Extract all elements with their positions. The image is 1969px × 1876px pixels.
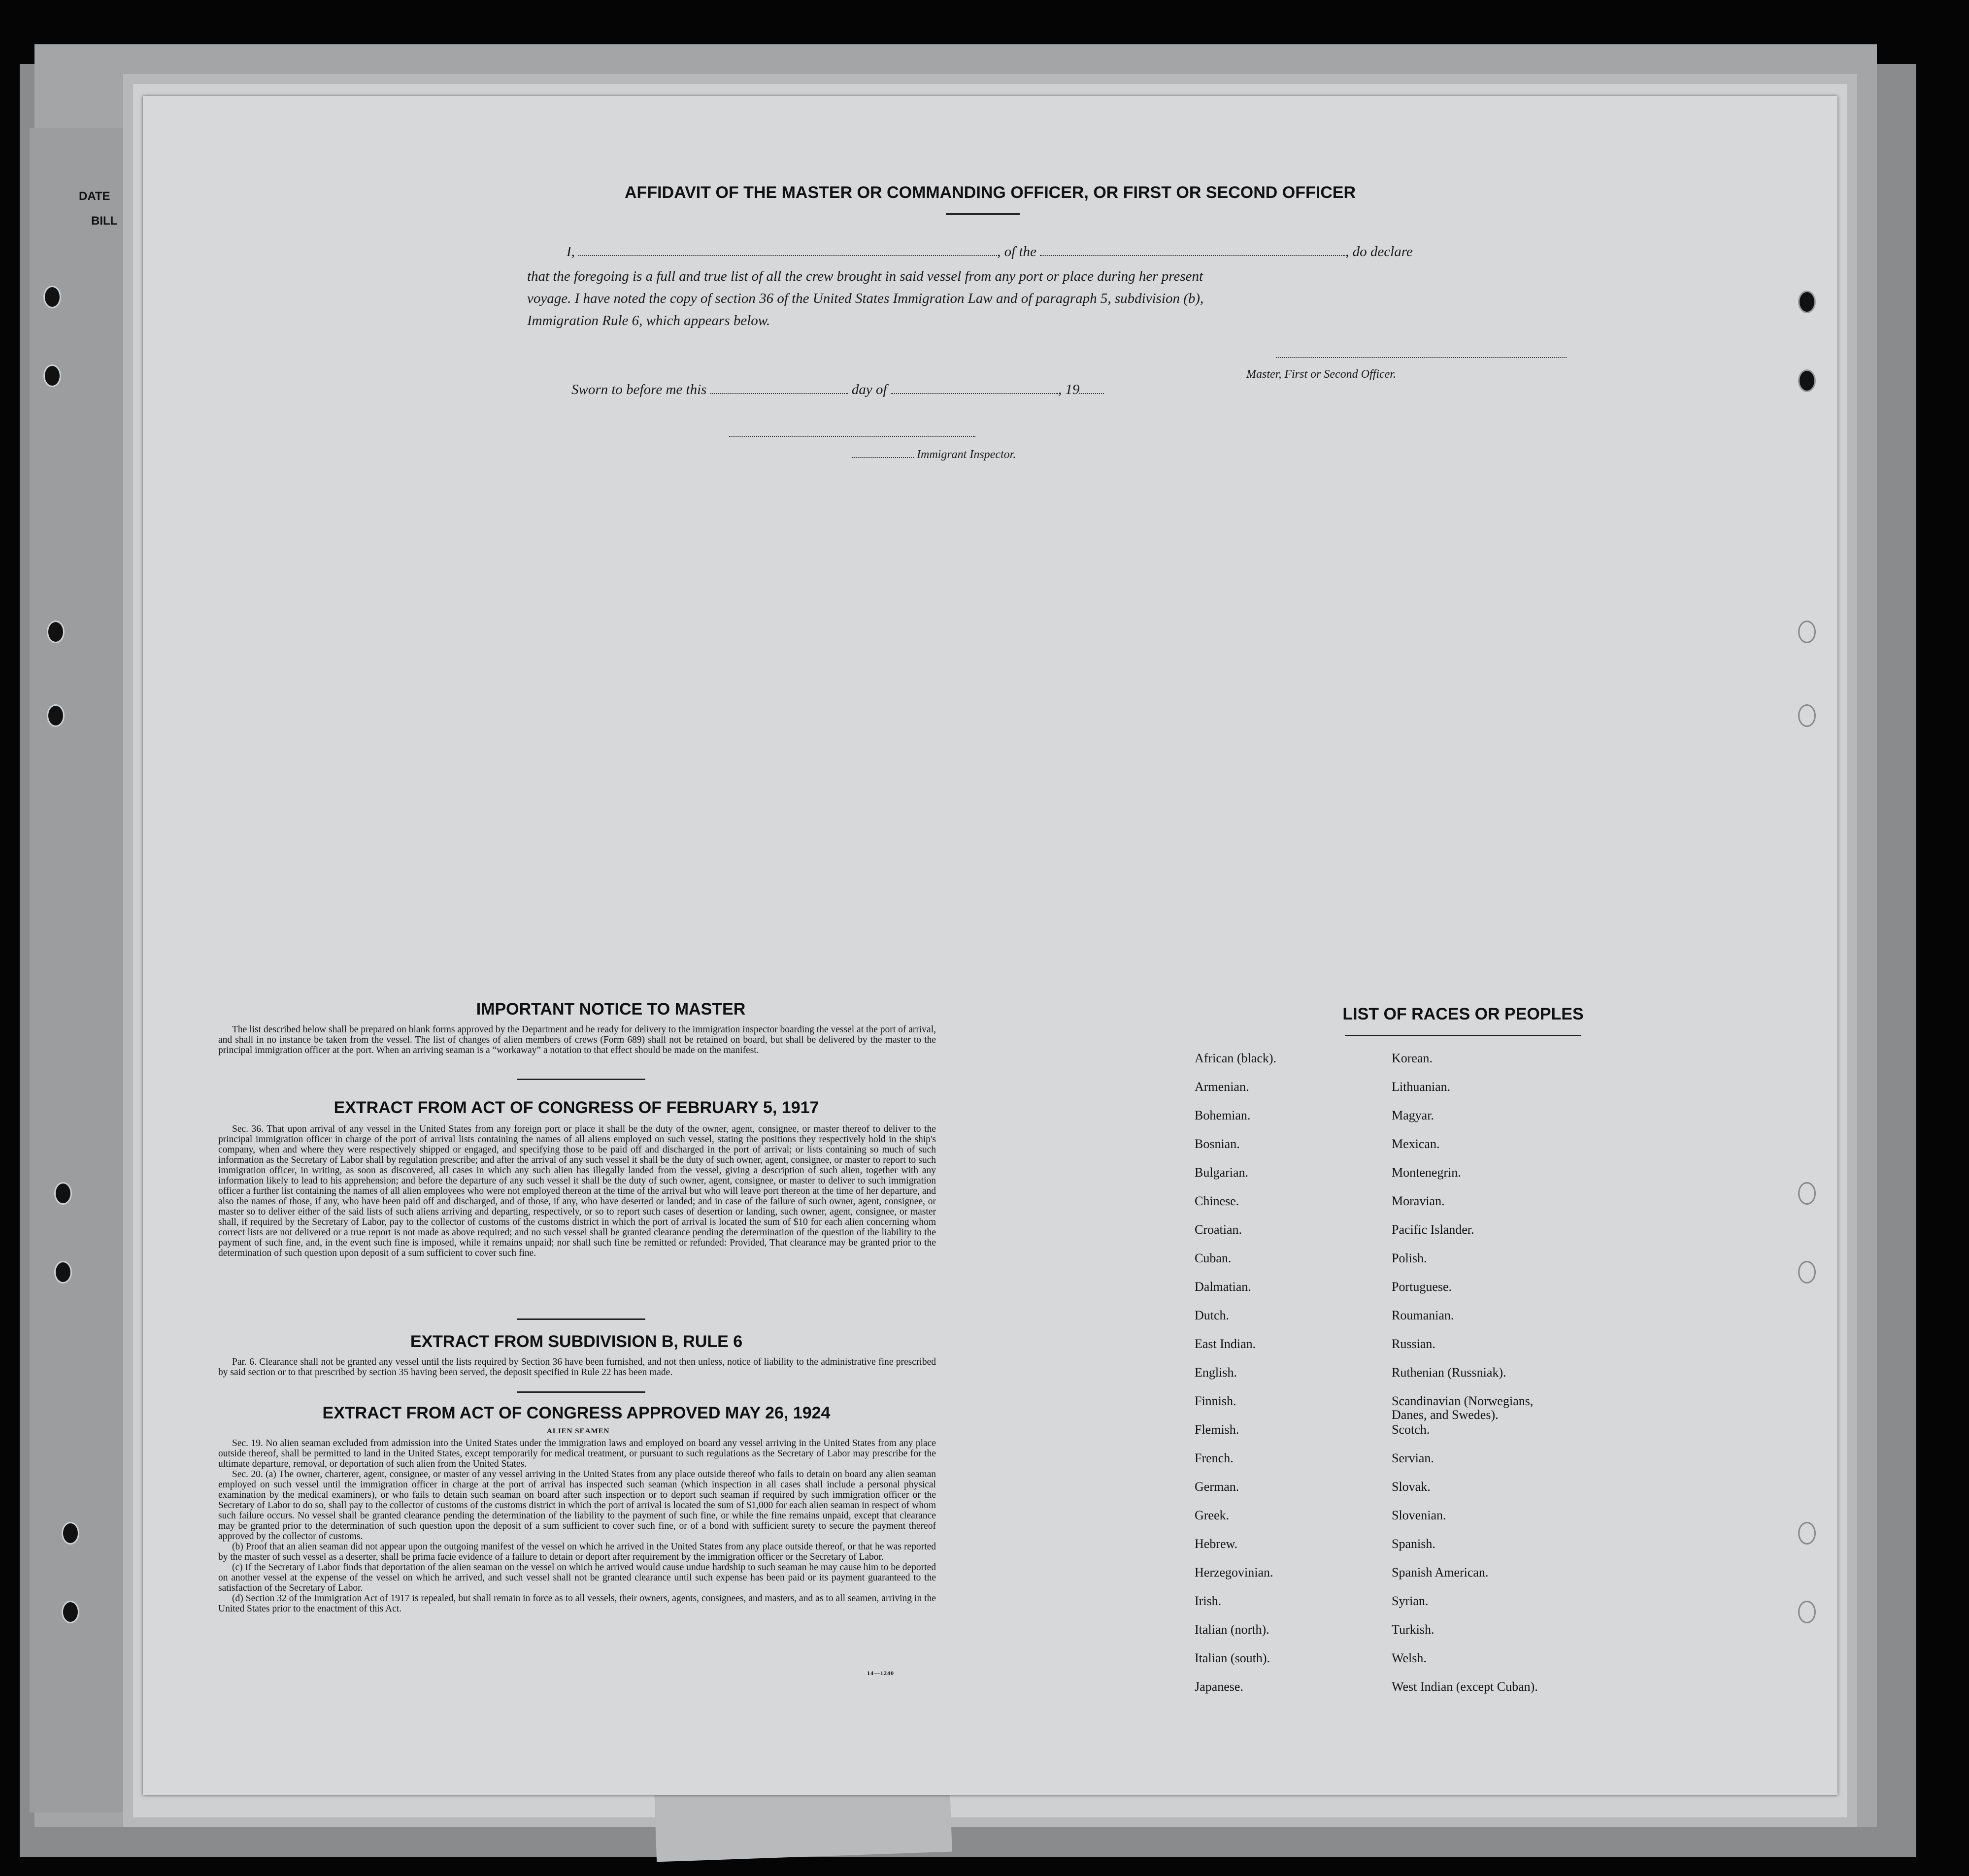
race-item: Syrian.: [1392, 1594, 1429, 1608]
race-item: English.: [1195, 1365, 1237, 1380]
race-item: Portuguese.: [1392, 1280, 1452, 1294]
race-item: German.: [1195, 1480, 1239, 1494]
race-item: Servian.: [1392, 1451, 1434, 1465]
sec-20a-paragraph: Sec. 20. (a) The owner, charterer, agent, consignee, or master of any vessel arriving in the United States from any place outside thereof who fails to detain on board any alien seaman employed on such vessel until the immigration officer in charge at the port of arrival has inspected such seaman (which inspection in all cases shall include a personal physical examination by the medical examiners), or who fails to detain such seaman on board after such inspection or to deport such seaman if required by such immigration officer or the Secretary of Labor to do so, shall pay to the collector of customs of the customs district in which the port of arrival is located the sum of $1,000 for each alien seaman in respect of whom such failure occurs. No vessel shall be granted clearance pending the determination of the liability to the payment of such fine, or while the fine remains unpaid, except that clearance may be granted prior to the determination of such question upon the deposit of a sum sufficient to cover such fine, or of a bond with sufficient surety to secure the payment thereof approved by the collector of customs.: [218, 1469, 936, 1542]
race-item: Spanish American.: [1392, 1565, 1489, 1580]
binder-hole-icon: [47, 621, 65, 643]
extract-1924-title: EXTRACT FROM ACT OF CONGRESS APPROVED MAY 26, 1924: [322, 1404, 831, 1422]
sworn-day-blank: [710, 393, 848, 394]
race-item: Armenian.: [1195, 1080, 1249, 1094]
sec-20d-paragraph: (d) Section 32 of the Immigration Act of 1917 is repealed, but shall remain in force as to all vessels, their owners, agents, consignees, and masters, and as to all seamen, arriving in the United States prior to the enactment of this Act.: [218, 1593, 936, 1614]
race-item: Montenegrin.: [1392, 1165, 1461, 1180]
binder-hole-icon: [54, 1182, 72, 1205]
races-title: LIST OF RACES OR PEOPLES: [1342, 1005, 1584, 1023]
binder-hole-icon: [54, 1261, 72, 1284]
notice-title: IMPORTANT NOTICE TO MASTER: [476, 1000, 746, 1019]
race-item: Bohemian.: [1195, 1108, 1251, 1122]
extract-rule6-title: EXTRACT FROM SUBDIVISION B, RULE 6: [410, 1332, 743, 1351]
affidavit-declaration-line1: [567, 244, 1413, 260]
section-divider: [517, 1391, 645, 1393]
punch-hole-icon: [1798, 1182, 1816, 1205]
binder-hole-icon: [43, 286, 61, 308]
affidavit-line4: Immigration Rule 6, which appears below.: [527, 313, 770, 329]
sworn-month-blank: [891, 393, 1058, 394]
affidavit-line3: voyage. I have noted the copy of section 36 of the United States Immigration Law and of paragraph 5, subdivision (b),: [527, 291, 1204, 306]
race-item: Cuban.: [1195, 1251, 1232, 1265]
race-item: Spanish.: [1392, 1537, 1435, 1551]
race-item: Irish.: [1195, 1594, 1222, 1608]
race-item: Finnish.: [1195, 1394, 1236, 1408]
race-item: Bulgarian.: [1195, 1165, 1249, 1180]
races-right-column: [1392, 1052, 1658, 1709]
inspector-label: Immigrant Inspector.: [917, 448, 1016, 461]
extract-rule6-paragraph: Par. 6. Clearance shall not be granted any vessel until the lists required by Section 36 have been furnished, and not then unless, notice of liability to the administrative fine prescribed by said section or to that prescribed by section 35 having been served, the deposit specified in Rule 22 has been made.: [218, 1357, 936, 1378]
notice-text: [218, 1024, 936, 1055]
race-item: Korean.: [1392, 1051, 1433, 1065]
race-item: French.: [1195, 1451, 1234, 1465]
race-item: Chinese.: [1195, 1194, 1239, 1208]
race-item: Greek.: [1195, 1508, 1230, 1522]
race-item: Magyar.: [1392, 1108, 1434, 1122]
race-item: West Indian (except Cuban).: [1392, 1679, 1538, 1694]
inspector-signature-line: [729, 436, 975, 437]
margin-mark-bill: BILL: [91, 214, 118, 228]
race-item: Ruthenian (Russniak).: [1392, 1365, 1506, 1380]
punch-hole-icon: [1798, 1522, 1816, 1545]
race-item: Roumanian.: [1392, 1308, 1454, 1322]
races-left-column: [1195, 1052, 1372, 1709]
form-page: [143, 96, 1837, 1795]
alien-seamen-subtitle: ALIEN SEAMEN: [547, 1427, 610, 1435]
affidavit-title: AFFIDAVIT OF THE MASTER OR COMMANDING OFFICER, OR FIRST OR SECOND OFFICER: [625, 183, 1356, 202]
punch-hole-icon: [1798, 1601, 1816, 1623]
form-number: 14—1240: [867, 1670, 894, 1677]
declare-i: I,: [567, 244, 575, 260]
sworn-year-blank: [1079, 393, 1104, 394]
master-signature-caption: Master, First or Second Officer.: [1246, 368, 1396, 381]
race-item: Welsh.: [1392, 1651, 1427, 1665]
title-underline: [946, 213, 1020, 215]
extract-1924-text: [218, 1438, 936, 1614]
affidavit-line2: that the foregoing is a full and true list of all the crew brought in said vessel from any port or place during her present: [527, 268, 1203, 284]
declare-end: , do declare: [1345, 244, 1413, 260]
sec-19-paragraph: Sec. 19. No alien seaman excluded from admission into the United States under the immigration laws and employed on board any vessel arriving in the United States from any place outside thereof, shall be permitted to land in the United States, except temporarily for medical treatment, or pursuant to such regulations as the Secretary of Labor may prescribe for the ultimate departure, removal, or deportation of such alien from the United States.: [218, 1438, 936, 1469]
race-item: Scotch.: [1392, 1422, 1430, 1437]
margin-mark-date: DATE: [79, 190, 110, 203]
extract-1917-title: EXTRACT FROM ACT OF CONGRESS OF FEBRUARY 5, 1917: [334, 1098, 819, 1117]
declare-of-the: , of the: [997, 244, 1036, 260]
notice-paragraph: The list described below shall be prepared on blank forms approved by the Department and be ready for delivery to the immigration inspector boarding the vessel at the port of arrival, and shall in no instance be taken from the vessel. The list of changes of alien members of crews (Form 689) shall not be retained on board, but shall be delivered by the master to the principal immigration officer at the port. When an arriving seaman is a “workaway” a notation to that effect should be made on the manifest.: [218, 1024, 936, 1055]
sworn-day-of: day of: [851, 382, 887, 397]
race-item: East Indian.: [1195, 1337, 1256, 1351]
race-item: Italian (north).: [1195, 1622, 1269, 1637]
extract-rule6-text: [218, 1357, 936, 1378]
punch-hole-icon: [1798, 369, 1816, 392]
races-title-underline: [1345, 1035, 1581, 1036]
sworn-prefix: Sworn to before me this: [571, 382, 707, 397]
extract-1917-paragraph: Sec. 36. That upon arrival of any vessel in the United States from any foreign port or place it shall be the duty of the owner, agent, consignee, or master thereof to deliver to the principal immigration officer in charge of the port of arrival lists containing the names of all aliens employed on such vessel, stating the positions they respectively hold in the ship's company, when and where they were respectively shipped or engaged, and specifying those to be paid off and discharged in the port of arrival; or lists containing so much of such information as the Secretary of Labor shall by regulation prescribe; and after the arrival of any such vessel it shall be the duty of such owner, agent, consignee, or master to report to such immigration officer, in writing, as soon as discovered, all cases in which any such alien has illegally landed from the vessel, giving a description of such alien, together with any information likely to lead to his apprehension; and before the departure of any such vessel it shall be the duty of such owner, agent, consignee, or master to deliver to such immigration officer a further list containing the names of all alien employees who were not employed thereon at the time of the arrival but who will leave port thereon at the time of her departure, and also the names of those, if any, who have been paid off and discharged, and of those, if any, who have deserted or landed; and in case of the failure of such owner, agent, consignee, or master so to deliver either of the said lists of such aliens arriving and departing, respectively, or so to report such cases of desertion or landing, such owner, agent, consignee, or master shall, if required by the Secretary of Labor, pay to the collector of customs of the customs district in which the port of arrival is located the sum of $10 for each alien concerning whom correct lists are not delivered or a true report is not made as above required; and no such vessel shall be granted clearance pending the determination of the question of the liability to the payment of such fine, and, in the event such fine is imposed, while it remains unpaid; nor shall such fine be remitted or refunded: Provided, That clearance may be granted prior to the determination of such question upon deposit of a sum sufficient to cover such fine.: [218, 1124, 936, 1258]
binder-hole-icon: [62, 1522, 79, 1545]
master-signature-line: [1276, 357, 1567, 358]
race-item: Dalmatian.: [1195, 1280, 1251, 1294]
race-item: African (black).: [1195, 1051, 1277, 1065]
section-divider: [517, 1079, 645, 1080]
race-item: Dutch.: [1195, 1308, 1230, 1322]
race-item: Bosnian.: [1195, 1137, 1240, 1151]
race-item: Turkish.: [1392, 1622, 1435, 1637]
punch-hole-icon: [1798, 291, 1816, 313]
master-name-blank: [578, 255, 997, 256]
race-item: Slovenian.: [1392, 1508, 1446, 1522]
binder-hole-icon: [43, 364, 61, 387]
race-item: Polish.: [1392, 1251, 1427, 1265]
race-item: Herzegovinian.: [1195, 1565, 1273, 1580]
inspector-caption: [852, 448, 1016, 461]
punch-hole-icon: [1798, 621, 1816, 643]
race-item: Scandinavian (Norwegians, Danes, and Swedes).: [1392, 1394, 1534, 1422]
race-item: Japanese.: [1195, 1679, 1243, 1694]
race-item: Flemish.: [1195, 1422, 1239, 1437]
punch-hole-icon: [1798, 704, 1816, 727]
sworn-line: [571, 382, 1104, 398]
race-item: Croatian.: [1195, 1222, 1242, 1237]
race-item: Moravian.: [1392, 1194, 1445, 1208]
race-item: Slovak.: [1392, 1480, 1431, 1494]
extract-1917-text: [218, 1124, 936, 1258]
binder-hole-icon: [47, 704, 65, 727]
binder-hole-icon: [62, 1601, 79, 1623]
punch-hole-icon: [1798, 1261, 1816, 1284]
vessel-name-blank: [1040, 255, 1345, 256]
sec-20c-paragraph: (c) If the Secretary of Labor finds that deportation of the alien seaman on the vessel on which he arrived would cause undue hardship to such seaman he may cause him to be deported on another vessel at the expense of the vessel on which he arrived, and such vessel shall not be granted clearance until such expense has been paid or its payment guaranteed to the satisfaction of the Secretary of Labor.: [218, 1562, 936, 1593]
inspector-blank: [852, 457, 914, 458]
race-item: Russian.: [1392, 1337, 1435, 1351]
race-item: Italian (south).: [1195, 1651, 1270, 1665]
sec-20b-paragraph: (b) Proof that an alien seaman did not appear upon the outgoing manifest of the vessel on which he arrived in the United States from any place outside thereof, or that he was reported by the master of such vessel as a deserter, shall be prima facie evidence of a failure to detain or deport after requirement by the immigration officer or the Secretary of Labor.: [218, 1542, 936, 1562]
race-item: Mexican.: [1392, 1137, 1440, 1151]
race-item: Pacific Islander.: [1392, 1222, 1474, 1237]
sworn-year: , 19: [1058, 382, 1080, 397]
race-item: Hebrew.: [1195, 1537, 1238, 1551]
race-item: Lithuanian.: [1392, 1080, 1451, 1094]
section-divider: [517, 1318, 645, 1320]
